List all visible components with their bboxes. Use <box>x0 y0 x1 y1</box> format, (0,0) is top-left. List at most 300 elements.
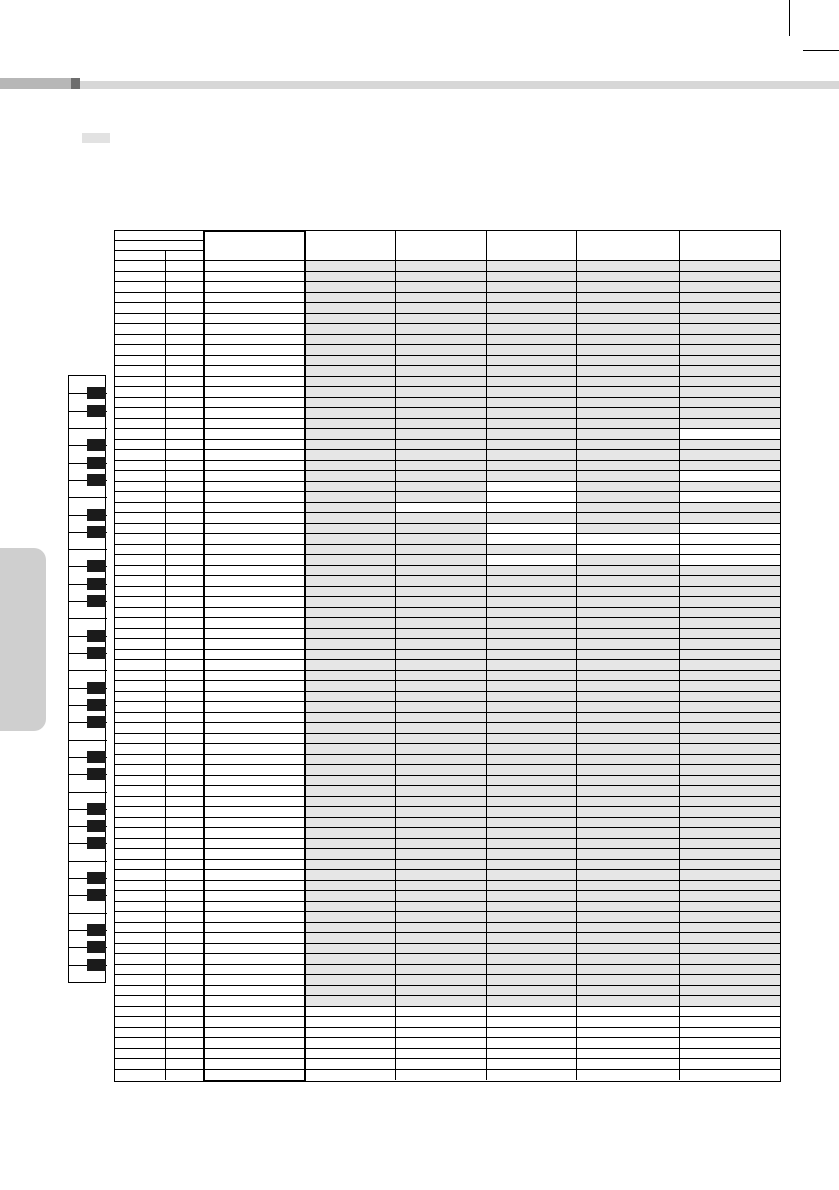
table-cell <box>577 492 680 503</box>
table-cell <box>115 671 166 682</box>
table-cell <box>396 377 487 388</box>
table-cell <box>577 566 680 577</box>
table-cell <box>577 996 680 1007</box>
table-cell <box>680 335 780 346</box>
table-cell <box>115 923 166 934</box>
table-cell <box>204 293 306 304</box>
table-row <box>115 723 780 734</box>
table-cell <box>680 839 780 850</box>
table-cell <box>487 398 577 409</box>
table-cell <box>396 965 487 976</box>
black-key <box>87 578 106 590</box>
table-cell <box>577 944 680 955</box>
header-kit-4 <box>577 231 680 261</box>
table-cell <box>577 534 680 545</box>
table-cell <box>487 807 577 818</box>
black-key <box>87 820 106 832</box>
table-cell <box>680 1070 780 1081</box>
table-cell <box>115 429 166 440</box>
table-cell <box>577 933 680 944</box>
table-cell <box>306 377 396 388</box>
table-cell <box>166 933 204 944</box>
table-cell <box>577 419 680 430</box>
table-cell <box>166 461 204 472</box>
table-row <box>115 828 780 839</box>
table-cell <box>166 492 204 503</box>
table-cell <box>204 723 306 734</box>
table-cell <box>306 576 396 587</box>
table-cell <box>396 723 487 734</box>
table-cell <box>487 555 577 566</box>
table-cell <box>487 692 577 703</box>
table-cell <box>166 429 204 440</box>
table-cell <box>396 324 487 335</box>
table-cell <box>487 744 577 755</box>
table-cell <box>680 629 780 640</box>
table-cell <box>166 996 204 1007</box>
table-cell <box>115 881 166 892</box>
table-row <box>115 702 780 713</box>
table-cell <box>487 902 577 913</box>
table-cell <box>680 996 780 1007</box>
table-cell <box>396 356 487 367</box>
table-cell <box>680 881 780 892</box>
table-cell <box>306 534 396 545</box>
table-row <box>115 293 780 304</box>
table-cell <box>680 954 780 965</box>
table-row <box>115 408 780 419</box>
table-cell <box>487 734 577 745</box>
table-cell <box>396 692 487 703</box>
table-cell <box>306 807 396 818</box>
table-cell <box>396 923 487 934</box>
table-cell <box>680 891 780 902</box>
white-key-divider <box>69 497 107 498</box>
table-cell <box>487 356 577 367</box>
table-cell <box>115 261 166 272</box>
table-cell <box>577 986 680 997</box>
table-cell <box>577 891 680 902</box>
table-cell <box>396 597 487 608</box>
table-cell <box>396 1007 487 1018</box>
table-cell <box>306 954 396 965</box>
table-cell <box>680 398 780 409</box>
table-cell <box>487 1028 577 1039</box>
table-cell <box>680 314 780 325</box>
table-cell <box>166 818 204 829</box>
table-cell <box>577 629 680 640</box>
table-cell <box>680 1028 780 1039</box>
table-cell <box>487 786 577 797</box>
table-cell <box>577 1007 680 1018</box>
header-note <box>166 251 204 261</box>
table-cell <box>680 650 780 661</box>
table-cell <box>166 1007 204 1018</box>
table-cell <box>204 618 306 629</box>
table-row <box>115 881 780 892</box>
table-cell <box>166 923 204 934</box>
table-cell <box>166 797 204 808</box>
table-cell <box>487 461 577 472</box>
header-kit-5 <box>680 231 780 261</box>
table-cell <box>396 902 487 913</box>
black-key <box>87 387 106 399</box>
table-cell <box>306 891 396 902</box>
table-row <box>115 1028 780 1039</box>
table-cell <box>166 534 204 545</box>
table-cell <box>577 587 680 598</box>
table-cell <box>577 639 680 650</box>
table-cell <box>680 807 780 818</box>
table-cell <box>306 881 396 892</box>
table-cell <box>166 377 204 388</box>
table-cell <box>577 818 680 829</box>
table-cell <box>115 734 166 745</box>
table-cell <box>487 314 577 325</box>
table-cell <box>166 881 204 892</box>
table-cell <box>487 849 577 860</box>
table-cell <box>487 524 577 535</box>
table-row <box>115 786 780 797</box>
table-cell <box>680 366 780 377</box>
table-cell <box>396 797 487 808</box>
table-cell <box>487 870 577 881</box>
table-cell <box>577 272 680 283</box>
table-cell <box>396 398 487 409</box>
crop-mark-vertical <box>789 0 790 36</box>
table-row <box>115 366 780 377</box>
table-row <box>115 335 780 346</box>
table-cell <box>204 629 306 640</box>
table-cell <box>577 723 680 734</box>
table-cell <box>115 545 166 556</box>
table-cell <box>396 503 487 514</box>
table-cell <box>166 450 204 461</box>
table-cell <box>115 860 166 871</box>
table-cell <box>166 408 204 419</box>
table-cell <box>487 440 577 451</box>
table-cell <box>487 335 577 346</box>
table-row <box>115 933 780 944</box>
table-cell <box>166 902 204 913</box>
table-cell <box>396 492 487 503</box>
table-cell <box>306 944 396 955</box>
table-cell <box>115 293 166 304</box>
table-cell <box>487 618 577 629</box>
table-cell <box>487 282 577 293</box>
table-cell <box>577 345 680 356</box>
table-cell <box>306 692 396 703</box>
table-row <box>115 555 780 566</box>
table-cell <box>487 765 577 776</box>
table-cell <box>680 1007 780 1018</box>
table-cell <box>115 524 166 535</box>
table-cell <box>396 534 487 545</box>
table-cell <box>166 744 204 755</box>
table-cell <box>166 587 204 598</box>
table-cell <box>166 282 204 293</box>
table-row <box>115 524 780 535</box>
table-cell <box>680 282 780 293</box>
table-cell <box>577 797 680 808</box>
table-cell <box>204 566 306 577</box>
table-row <box>115 639 780 650</box>
table-cell <box>166 765 204 776</box>
table-cell <box>115 335 166 346</box>
table-row <box>115 870 780 881</box>
table-cell <box>577 1038 680 1049</box>
table-row <box>115 576 780 587</box>
table-cell <box>396 639 487 650</box>
table-cell <box>577 1028 680 1039</box>
table-cell <box>306 524 396 535</box>
table-cell <box>487 1017 577 1028</box>
table-cell <box>680 440 780 451</box>
header-bar-left <box>0 78 71 89</box>
table-cell <box>487 576 577 587</box>
table-cell <box>115 408 166 419</box>
table-cell <box>396 513 487 524</box>
table-cell <box>115 839 166 850</box>
table-cell <box>306 450 396 461</box>
table-cell <box>306 1049 396 1060</box>
table-cell <box>577 597 680 608</box>
table-row <box>115 975 780 986</box>
table-cell <box>166 387 204 398</box>
table-cell <box>680 1049 780 1060</box>
table-cell <box>204 398 306 409</box>
table-cell <box>306 566 396 577</box>
table-cell <box>306 996 396 1007</box>
black-key <box>87 526 106 538</box>
table-cell <box>577 776 680 787</box>
table-cell <box>115 996 166 1007</box>
table-cell <box>204 272 306 283</box>
black-key <box>87 405 106 417</box>
table-cell <box>680 345 780 356</box>
table-cell <box>115 282 166 293</box>
table-cell <box>204 408 306 419</box>
table-cell <box>306 839 396 850</box>
table-cell <box>115 366 166 377</box>
table-cell <box>487 660 577 671</box>
table-cell <box>396 587 487 598</box>
table-cell <box>166 723 204 734</box>
table-cell <box>166 482 204 493</box>
table-cell <box>487 650 577 661</box>
header-bar-right <box>80 81 839 89</box>
table-row <box>115 681 780 692</box>
table-cell <box>680 692 780 703</box>
header-group-note <box>115 241 204 251</box>
table-cell <box>396 1017 487 1028</box>
table-cell <box>166 870 204 881</box>
table-cell <box>306 776 396 787</box>
table-cell <box>166 891 204 902</box>
table-cell <box>115 1049 166 1060</box>
table-cell <box>680 1017 780 1028</box>
table-cell <box>166 786 204 797</box>
table-cell <box>680 975 780 986</box>
table-cell <box>396 849 487 860</box>
table-cell <box>115 828 166 839</box>
table-cell <box>204 923 306 934</box>
table-cell <box>166 1049 204 1060</box>
white-key-divider <box>69 428 107 429</box>
table-row <box>115 282 780 293</box>
table-cell <box>115 933 166 944</box>
table-cell <box>166 314 204 325</box>
table-cell <box>577 293 680 304</box>
table-cell <box>487 944 577 955</box>
table-cell <box>115 587 166 598</box>
table-cell <box>487 755 577 766</box>
table-cell <box>396 461 487 472</box>
table-cell <box>306 503 396 514</box>
table-cell <box>115 450 166 461</box>
table-cell <box>577 282 680 293</box>
table-cell <box>306 387 396 398</box>
table-cell <box>577 849 680 860</box>
table-cell <box>204 1007 306 1018</box>
header-voice-name <box>204 231 306 261</box>
table-cell <box>487 1049 577 1060</box>
table-cell <box>577 954 680 965</box>
white-key-divider <box>69 861 107 862</box>
table-cell <box>487 965 577 976</box>
table-cell <box>487 272 577 283</box>
table-cell <box>577 681 680 692</box>
white-key-divider <box>69 618 107 619</box>
table-cell <box>487 639 577 650</box>
table-cell <box>306 587 396 598</box>
table-cell <box>204 524 306 535</box>
table-cell <box>577 440 680 451</box>
table-cell <box>396 660 487 671</box>
table-cell <box>204 839 306 850</box>
table-cell <box>115 272 166 283</box>
table-cell <box>166 1028 204 1039</box>
table-cell <box>577 650 680 661</box>
table-cell <box>115 566 166 577</box>
table-row <box>115 513 780 524</box>
table-row <box>115 629 780 640</box>
table-cell <box>306 912 396 923</box>
table-row <box>115 345 780 356</box>
table-cell <box>306 555 396 566</box>
table-cell <box>487 471 577 482</box>
table-cell <box>115 471 166 482</box>
table-cell <box>577 524 680 535</box>
table-cell <box>577 975 680 986</box>
table-cell <box>487 482 577 493</box>
table-row <box>115 660 780 671</box>
table-row <box>115 314 780 325</box>
table-cell <box>115 713 166 724</box>
table-cell <box>487 986 577 997</box>
table-cell <box>166 860 204 871</box>
table-cell <box>306 461 396 472</box>
table-cell <box>166 566 204 577</box>
table-cell <box>306 639 396 650</box>
table-cell <box>115 912 166 923</box>
table-cell <box>204 282 306 293</box>
table-cell <box>487 975 577 986</box>
table-cell <box>487 1059 577 1070</box>
table-cell <box>396 545 487 556</box>
table-cell <box>166 944 204 955</box>
table-cell <box>396 755 487 766</box>
table-cell <box>166 1017 204 1028</box>
table-cell <box>204 807 306 818</box>
table-cell <box>306 797 396 808</box>
table-cell <box>204 419 306 430</box>
table-row <box>115 692 780 703</box>
black-key <box>87 560 106 572</box>
table-cell <box>680 765 780 776</box>
table-cell <box>680 681 780 692</box>
table-row <box>115 261 780 272</box>
header-group-keyboard <box>115 231 204 241</box>
table-cell <box>115 492 166 503</box>
table-cell <box>204 440 306 451</box>
table-cell <box>306 1038 396 1049</box>
table-cell <box>115 692 166 703</box>
table-cell <box>396 629 487 640</box>
table-cell <box>487 954 577 965</box>
table-cell <box>115 786 166 797</box>
table-cell <box>306 429 396 440</box>
table-cell <box>306 608 396 619</box>
table-cell <box>115 555 166 566</box>
table-cell <box>396 839 487 850</box>
table-cell <box>487 881 577 892</box>
table-cell <box>680 555 780 566</box>
table-cell <box>204 366 306 377</box>
black-key <box>87 924 106 936</box>
table-row <box>115 744 780 755</box>
table-cell <box>166 986 204 997</box>
table-cell <box>577 1070 680 1081</box>
table-cell <box>115 534 166 545</box>
table-cell <box>487 996 577 1007</box>
table-cell <box>306 713 396 724</box>
table-cell <box>680 923 780 934</box>
table-cell <box>396 1070 487 1081</box>
table-cell <box>115 944 166 955</box>
table-cell <box>166 366 204 377</box>
table-cell <box>396 429 487 440</box>
table-cell <box>166 419 204 430</box>
table-cell <box>166 576 204 587</box>
table-row <box>115 303 780 314</box>
table-cell <box>115 303 166 314</box>
table-cell <box>680 902 780 913</box>
table-cell <box>306 293 396 304</box>
table-row <box>115 587 780 598</box>
table-cell <box>115 986 166 997</box>
table-cell <box>487 303 577 314</box>
table-cell <box>204 1038 306 1049</box>
table-cell <box>396 366 487 377</box>
table-row <box>115 324 780 335</box>
white-key-divider <box>69 792 107 793</box>
table-cell <box>306 755 396 766</box>
table-cell <box>396 576 487 587</box>
table-cell <box>115 440 166 451</box>
table-cell <box>306 597 396 608</box>
table-cell <box>115 902 166 913</box>
